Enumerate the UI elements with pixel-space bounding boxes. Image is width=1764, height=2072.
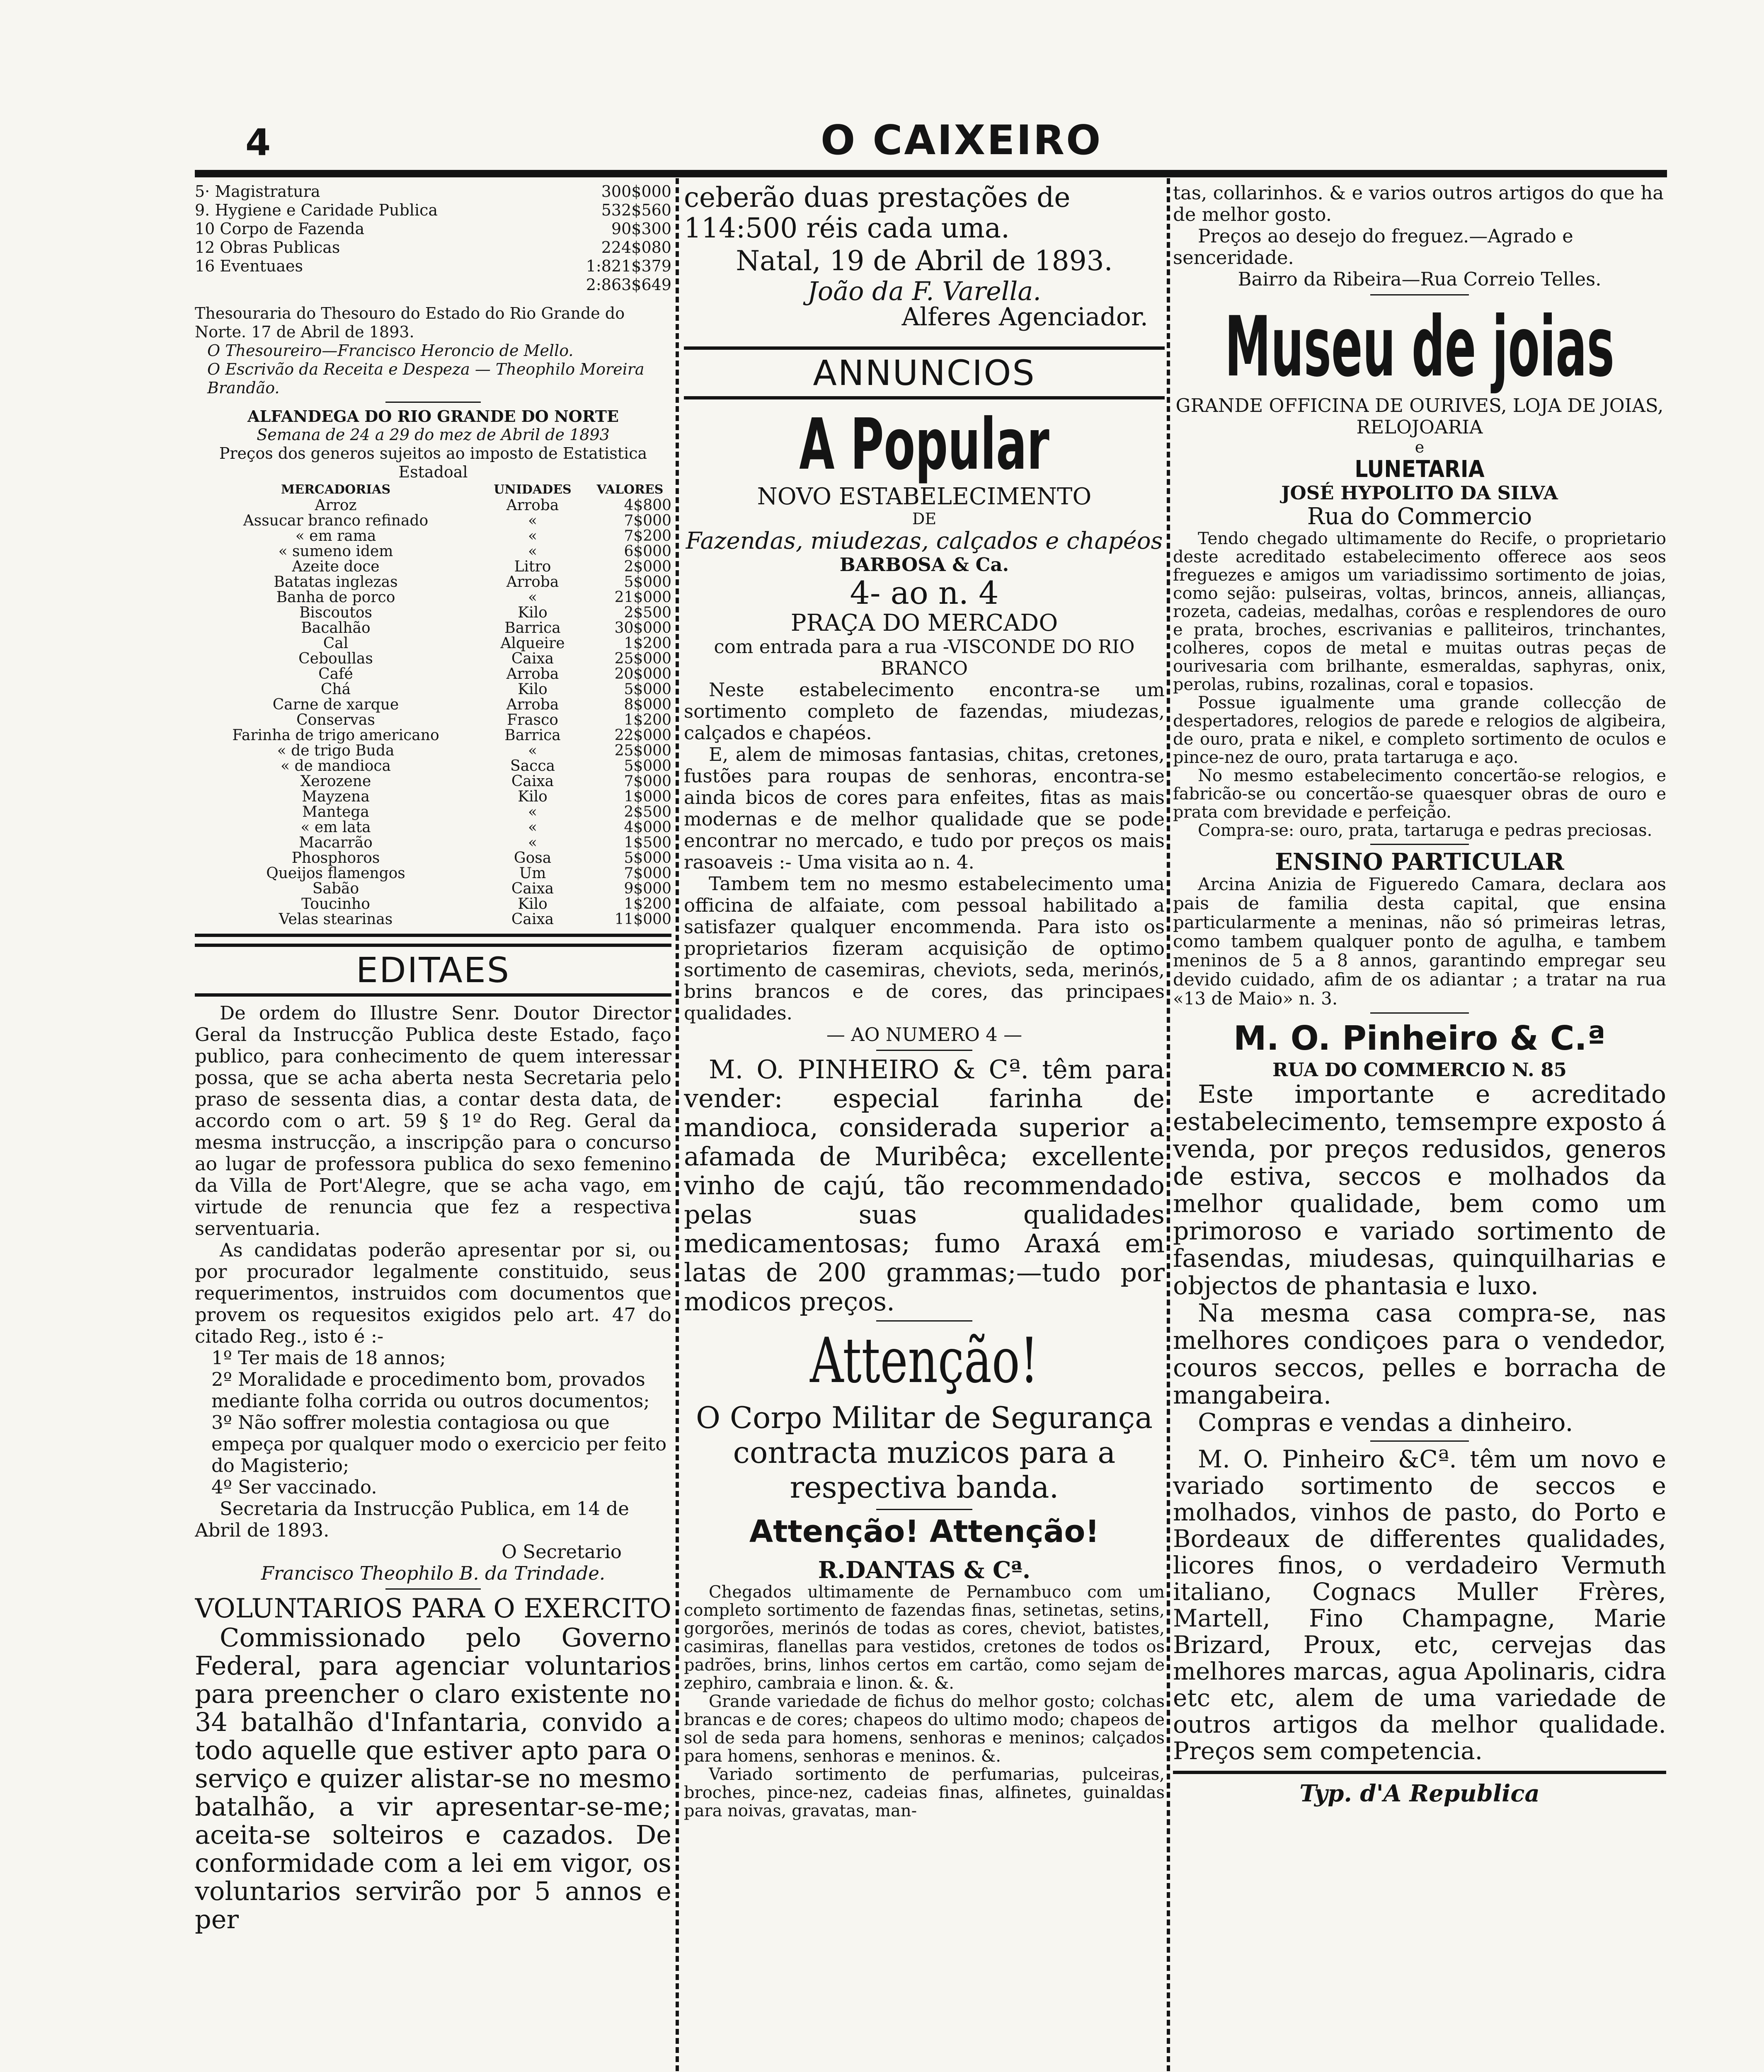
pinheiro-ad-text: M. O. PINHEIRO & Cª. têm para vender: especial farinha de mandioca, considerada superior a afamada de Muribêca; excellente vinho de cajú, tão recommendado pelas suas qualidades medicamentosas; fumo Araxá em latas de 200 grammas;—tudo por modicos preços. <box>684 1054 1165 1317</box>
goods-unit: « <box>528 543 538 560</box>
pinheiro-paragraph: M. O. Pinheiro &Cª. têm um novo e variado sortimento de seccos e molhados, vinhos de pasto, do Porto e Bordeaux de differentes qualidades, licores finos, o verdadeiro Vermuth italiano, Cognacs Muller Frères, Martell, Fino Champagne, Marie Brizard, Proux, etc, cervejas das melhores marcas, agua Apolinaris, cidra etc etc, alem de uma variedade de outros artigos da melhor qualidade. Preços sem competencia. <box>1173 1445 1666 1765</box>
alfandega-title: ALFANDEGA DO RIO GRANDE DO NORTE <box>247 407 619 426</box>
budget-value: 90$300 <box>611 220 671 238</box>
goods-value: 1$500 <box>624 834 671 851</box>
goods-value: 22$000 <box>614 727 671 744</box>
goods-name: « em rama <box>295 528 376 545</box>
dantas-paragraph: Grande variedade de fichus do melhor gosto; colchas brancas e de cores; chapeos do ultimo modo; chapeos de sol de seda para homens, senhoras e meninos; calçados para homens, senhoras e meninos. &. <box>684 1692 1165 1766</box>
museu-paragraph: No mesmo estabelecimento concertão-se relogios, e fabricão-se ou concertão-se quaesquer obras de ouro e prata com brevidade e perfeição. <box>1173 766 1666 822</box>
table-row <box>195 620 671 636</box>
budget-label: 16 Eventuaes <box>195 257 303 275</box>
table-row <box>195 774 671 789</box>
table-row <box>195 881 671 896</box>
goods-name: Carne de xarque <box>272 696 399 713</box>
dantas-paragraph: Chegados ultimamente de Pernambuco com um completo sortimento de fazendas finas, setinetas, setins, gorgorões, merinós de todas as cores, cheviot, batistes, casimiras, flanellas para vestidos, cretones de todos os padrões, brins, linhos certos em cartão, como sejam de zephiro, cambraia e linon. &. &. <box>684 1583 1165 1693</box>
date-line: Natal, 19 de Abril de 1893. <box>736 245 1113 277</box>
budget-label: 5· Magistratura <box>195 182 320 201</box>
escrivao-sign: O Escrivão da Receita e Despeza — Theophilo Moreira Brandão. <box>207 360 645 397</box>
budget-value: 1:821$379 <box>586 257 671 275</box>
goods-unit: Arroba <box>506 666 559 683</box>
goods-unit: Caixa <box>511 880 554 897</box>
budget-label: 10 Corpo de Fazenda <box>195 220 365 238</box>
table-row <box>195 528 671 544</box>
table-row <box>195 682 671 697</box>
goods-name: « em lata <box>300 819 371 836</box>
goods-value: 9$000 <box>624 880 671 897</box>
goods-unit: Um <box>519 865 546 882</box>
goods-name: Banha de porco <box>276 589 395 606</box>
pinheiro-title: M. O. Pinheiro & C.ª <box>1233 1019 1606 1058</box>
alfandega-week: Semana de 24 a 29 do mez de Abril de 1893 <box>257 426 610 444</box>
table-row <box>195 651 671 666</box>
goods-unit: Frasco <box>507 712 558 729</box>
museu-subtitle: GRANDE OFFICINA DE OURIVES, LOJA DE JOIAS, RELOJOARIA <box>1175 395 1664 438</box>
pinheiro-rua: RUA DO COMMERCIO N. 85 <box>1272 1059 1567 1081</box>
goods-unit: Sacca <box>510 758 555 775</box>
goods-value: 4$000 <box>624 819 671 836</box>
table-row <box>195 804 671 820</box>
budget-list <box>195 182 671 276</box>
ensino-text: Arcina Anizia de Figueredo Camara, declara aos pais de familia desta capital, que ensina particularmente a meninas, não só primeiras letras, como tambem qualquer ponto de agulha, e tambem meninos de 5 a 8 annos, garantindo empregar seu devido cuidado, afim de os adiantar ; a tratar na rua «13 de Maio» n. 3. <box>1173 874 1666 1009</box>
table-row <box>195 590 671 605</box>
goods-name: Velas stearinas <box>279 911 393 928</box>
goods-name: Arroz <box>315 497 357 514</box>
popular-de: DE <box>912 510 937 528</box>
goods-name: Mayzena <box>302 788 370 805</box>
goods-unit: Kilo <box>518 604 548 621</box>
signer: João da F. Varella. <box>807 276 1042 306</box>
goods-name: Phosphoros <box>291 850 380 867</box>
newspaper-title: O CAIXEIRO <box>821 117 1102 164</box>
goods-value: 1$200 <box>624 712 671 729</box>
goods-value: 1$000 <box>624 788 671 805</box>
table-row <box>195 743 671 758</box>
attencao-title: Attenção! <box>810 1325 1039 1397</box>
editaes-list <box>195 1347 671 1498</box>
goods-name: Cal <box>323 635 349 652</box>
museu-paragraph: Tendo chegado ultimamente do Recife, o proprietario deste acreditado estabelecimento offerece aos seos freguezes e amigos um variadissimo sortimento de joias, como sejão: pulseiras, voltas, brincos, anneis, allianças, rozeta, cadeias, medalhas, corôas e resplendores de ouro e prata, broches, escrivanias e palliteiros, trinchantes, colheres, copos de metal e muitas outras peças de ourivesaria com brilhante, esmeraldas, saphyras, onix, perolas, rubins, rozalinas, coral e topasios. <box>1173 529 1666 694</box>
typographia-credit: Typ. d'A Republica <box>1299 1780 1540 1807</box>
goods-unit: « <box>528 528 538 545</box>
goods-value: 7$000 <box>624 512 671 529</box>
popular-entrada: com entrada para a rua -VISCONDE DO RIO BRANCO <box>714 636 1135 679</box>
column-divider <box>1167 178 1170 2072</box>
goods-unit: « <box>528 804 538 821</box>
thesoureiro-sign: O Thesoureiro—Francisco Heroncio de Mello. <box>207 341 574 360</box>
museu-de-joias-title: Museu de joias <box>1225 299 1614 395</box>
goods-name: Chá <box>320 681 351 698</box>
table-row <box>195 896 671 912</box>
list-item: 1º Ter mais de 18 annos; <box>211 1347 446 1369</box>
continued-text: tas, collarinhos. & e varios outros artigos do que ha de melhor gosto. <box>1173 182 1664 225</box>
table-row <box>195 636 671 651</box>
budget-row <box>195 220 671 238</box>
goods-value: 5$000 <box>624 574 671 591</box>
goods-unit: Caixa <box>511 650 554 667</box>
popular-paragraph: Tambem tem no mesmo estabelecimento uma officina de alfaiate, com pessoal habilitado a satisfazer qualquer encommenda. Para isto os proprietarios fizeram acquisição de optimo sortimento de casemiras, cheviots, seda, merinós, brins brancos e de cores, das principaes qualidades. <box>684 873 1165 1024</box>
goods-value: 5$000 <box>624 850 671 867</box>
table-row <box>195 728 671 743</box>
budget-total: 2:863$649 <box>586 276 671 294</box>
goods-name: Azeite doce <box>292 558 380 575</box>
table-row <box>195 850 671 866</box>
museu-rua: Rua do Commercio <box>1307 503 1532 530</box>
goods-value: 5$000 <box>624 681 671 698</box>
museu-owner: JOSÉ HYPOLITO DA SILVA <box>1281 482 1558 504</box>
goods-unit: Arroba <box>506 497 559 514</box>
goods-table <box>195 482 671 927</box>
table-row <box>195 789 671 804</box>
page-number: 4 <box>245 121 271 164</box>
goods-name: « sumeno idem <box>278 543 393 560</box>
goods-column-header: MERCADORIAS <box>281 482 391 497</box>
goods-unit: « <box>528 819 538 836</box>
goods-value: 25$000 <box>614 650 671 667</box>
table-row <box>195 559 671 574</box>
list-item: 3º Não soffrer molestia contagiosa ou que empeça por qualquer modo o exercicio per feito do Magisterio; <box>211 1411 667 1477</box>
goods-column-header: UNIDADES <box>494 482 572 497</box>
goods-unit: Barrica <box>504 727 561 744</box>
popular-subtitle: NOVO ESTABELECIMENTO <box>757 483 1092 510</box>
annuncios-title: ANNUNCIOS <box>684 346 1165 399</box>
goods-value: 7$000 <box>624 773 671 790</box>
goods-name: Conservas <box>296 712 375 729</box>
voluntarios-title: VOLUNTARIOS PARA O EXERCITO <box>195 1593 671 1624</box>
editaes-title: EDITAES <box>195 944 671 997</box>
voluntarios-text: Commissionado pelo Governo Federal, para agenciar voluntarios para preencher o claro existente no 34 batalhão d'Infantaria, convido a todo aquelle que estiver apto para o serviço e quizer alistar-se no mesmo batalhão, a vir apresentar-se-me; aceita-se solteiros e cazados. De conformidade com a lei em vigor, os voluntarios servirão por 5 annos e per <box>195 1622 671 1934</box>
secretary-name: Francisco Theophilo B. da Trindade. <box>261 1562 606 1584</box>
goods-name: « de mandioca <box>281 758 391 775</box>
table-row <box>195 820 671 835</box>
goods-name: Biscoutos <box>299 604 373 621</box>
budget-label: 12 Obras Publicas <box>195 238 340 257</box>
goods-name: Bacalhão <box>301 620 371 637</box>
table-row <box>195 605 671 620</box>
goods-name: Toucinho <box>301 896 370 913</box>
continued-text: ceberão duas prestações de 114:500 réis cada uma. <box>684 182 1071 244</box>
table-row <box>195 697 671 712</box>
museu-e: e <box>1415 438 1425 456</box>
table-row <box>195 513 671 528</box>
goods-unit: Alqueire <box>500 635 565 652</box>
goods-value: 20$000 <box>614 666 671 683</box>
goods-column-header: VALORES <box>596 482 664 497</box>
table-row <box>195 866 671 881</box>
popular-paragraph: E, alem de mimosas fantasias, chitas, cretones, fustões para roupas de senhoras, encontra-se ainda bicos de cores para enfeites, fitas as mais modernas e de melhor qualidade que se pode encontrar no mercado, e tudo por preços os mais rasoaveis :- Uma visita ao n. 4. <box>684 743 1165 873</box>
goods-unit: Kilo <box>518 681 548 698</box>
popular-owner: BARBOSA & Ca. <box>839 554 1009 576</box>
dantas-paragraph: Variado sortimento de perfumarias, pulceiras, broches, pince-nez, cadeias finas, alfinetes, guinaldas para noivas, gravatas, man- <box>684 1765 1165 1820</box>
goods-value: 5$000 <box>624 758 671 775</box>
goods-unit: Gosa <box>514 850 552 867</box>
budget-row <box>195 238 671 257</box>
goods-value: 6$000 <box>624 543 671 560</box>
goods-value: 2$000 <box>624 558 671 575</box>
dantas-title: R.DANTAS & Cª. <box>818 1556 1031 1584</box>
header-rule <box>195 170 1667 177</box>
goods-unit: Arroba <box>506 696 559 713</box>
goods-unit: Kilo <box>518 896 548 913</box>
budget-row <box>195 201 671 220</box>
table-row <box>195 712 671 728</box>
goods-unit: Litro <box>514 558 551 575</box>
goods-value: 4$800 <box>624 497 671 514</box>
popular-end: — AO NUMERO 4 — <box>826 1024 1023 1046</box>
goods-unit: « <box>528 512 538 529</box>
pinheiro-paragraph: Este importante e acreditado estabelecimento, temsempre exposto á venda, por preços redusidos, generos de estiva, seccos e molhados da melhor qualidade, bem como um primoroso e variado sortimento de fasendas, miudesas, quinquilharias e objectos de phantasia e luxo. <box>1173 1080 1666 1300</box>
goods-unit: Barrica <box>504 620 561 637</box>
goods-value: 1$200 <box>624 896 671 913</box>
editaes-date: Secretaria da Instrucção Publica, em 14 de Abril de 1893. <box>195 1498 629 1541</box>
budget-value: 224$080 <box>601 238 671 257</box>
column-divider <box>676 178 679 2072</box>
budget-row <box>195 257 671 276</box>
budget-value: 300$000 <box>601 182 671 201</box>
goods-unit: Kilo <box>518 788 548 805</box>
attencao-double: Attenção! Attenção! <box>749 1514 1100 1549</box>
goods-name: Café <box>318 666 353 683</box>
column-2 <box>684 182 1165 2072</box>
goods-unit: Caixa <box>511 773 554 790</box>
attencao-text: O Corpo Militar de Segurança contracta muzicos para a respectiva banda. <box>695 1400 1153 1505</box>
secretary-title: O Secretario <box>502 1541 622 1563</box>
column-1 <box>195 182 671 2072</box>
column-3 <box>1173 182 1666 2072</box>
table-row <box>195 574 671 590</box>
signer-title: Alferes Agenciador. <box>901 303 1148 332</box>
goods-name: Macarrão <box>299 834 373 851</box>
goods-unit: « <box>528 742 538 759</box>
museu-paragraph: Possue igualmente uma grande collecção de despertadores, relogios de parede e relogios de algibeira, de ouro, prata e nikel, e completo sortimento de oculos e pince-nez de ouro, prata tartaruga e aço. <box>1173 693 1666 767</box>
pinheiro-paragraph: Compras e vendas a dinheiro. <box>1198 1408 1573 1437</box>
thesouraria-note: Thesouraria do Thesouro do Estado do Rio Grande do Norte. 17 de Abril de 1893. <box>195 304 625 341</box>
goods-value: 25$000 <box>614 742 671 759</box>
goods-value: 7$200 <box>624 528 671 545</box>
goods-name: Farinha de trigo americano <box>232 727 439 744</box>
table-row <box>195 498 671 513</box>
continued-address: Bairro da Ribeira—Rua Correio Telles. <box>1238 268 1602 290</box>
museu-paragraph: Compra-se: ouro, prata, tartaruga e pedras preciosas. <box>1198 821 1653 840</box>
goods-name: Mantega <box>302 804 369 821</box>
alfandega-subtitle: Preços dos generos sujeitos ao imposto de Estatistica Estadoal <box>219 444 647 481</box>
goods-value: 11$000 <box>614 911 671 928</box>
goods-name: Xerozene <box>300 773 371 790</box>
table-row <box>195 544 671 559</box>
budget-label: 9. Hygiene e Caridade Publica <box>195 201 438 219</box>
continued-text-2: Preços ao desejo do freguez.—Agrado e senceridade. <box>1173 225 1573 269</box>
museu-lunetaria: LUNETARIA <box>1354 456 1485 483</box>
goods-name: Ceboullas <box>298 650 373 667</box>
list-item: 2º Moralidade e procedimento bom, provados mediante folha corrida ou outros documentos; <box>211 1368 650 1412</box>
pinheiro-paragraph: Na mesma casa compra-se, nas melhores condiçoes para o vendedor, couros seccos, pelles e borracha de mangabeira. <box>1173 1299 1666 1410</box>
table-row <box>195 666 671 682</box>
budget-row <box>195 182 671 201</box>
goods-unit: « <box>528 589 538 606</box>
table-row <box>195 758 671 774</box>
popular-praca: PRAÇA DO MERCADO <box>790 610 1058 637</box>
budget-value: 532$560 <box>601 201 671 219</box>
goods-value: 1$200 <box>624 635 671 652</box>
goods-unit: Arroba <box>506 574 559 591</box>
popular-paragraph: Neste estabelecimento encontra-se um sortimento completo de fazendas, miudezas, calçados e chapéos. <box>684 679 1165 744</box>
editaes-paragraph: As candidatas poderão apresentar por si, ou por procurador legalmente constituido, seus requerimentos, instruidos com documentos que provem os requesitos exigidos pelo art. 47 do citado Reg., isto é :- <box>195 1239 671 1347</box>
ensino-title: ENSINO PARTICULAR <box>1275 848 1564 876</box>
goods-name: Sabão <box>312 880 359 897</box>
table-row <box>195 912 671 927</box>
goods-unit: « <box>528 834 538 851</box>
list-item: 4º Ser vaccinado. <box>211 1476 377 1498</box>
goods-value: 30$000 <box>614 620 671 637</box>
goods-value: 7$000 <box>624 865 671 882</box>
goods-name: Batatas inglezas <box>274 574 398 591</box>
popular-address: 4- ao n. 4 <box>850 574 999 611</box>
goods-value: 2$500 <box>624 604 671 621</box>
goods-name: « de trigo Buda <box>277 742 395 759</box>
goods-value: 8$000 <box>624 696 671 713</box>
goods-name: Queijos flamengos <box>266 865 405 882</box>
a-popular-title: A Popular <box>799 404 1049 486</box>
popular-goods: Fazendas, miudezas, calçados e chapéos <box>686 528 1163 554</box>
goods-name: Assucar branco refinado <box>243 512 429 529</box>
goods-value: 21$000 <box>614 589 671 606</box>
goods-unit: Caixa <box>511 911 554 928</box>
goods-value: 2$500 <box>624 804 671 821</box>
editaes-paragraph: De ordem do Illustre Senr. Doutor Director Geral da Instrucção Publica deste Estado, faço publico, para conhecimento de quem interessar possa, que se acha aberta nesta Secretaria pelo praso de sessenta dias, a contar desta data, de accordo com o art. 59 § 1º do Reg. Geral da mesma instrucção, a inscripção para o concurso ao lugar de professora publica do sexo femenino da Villa de Port'Alegre, que se acha vago, em virtude de renuncia que fez a respectiva serventuaria. <box>195 1002 671 1239</box>
table-row <box>195 835 671 850</box>
